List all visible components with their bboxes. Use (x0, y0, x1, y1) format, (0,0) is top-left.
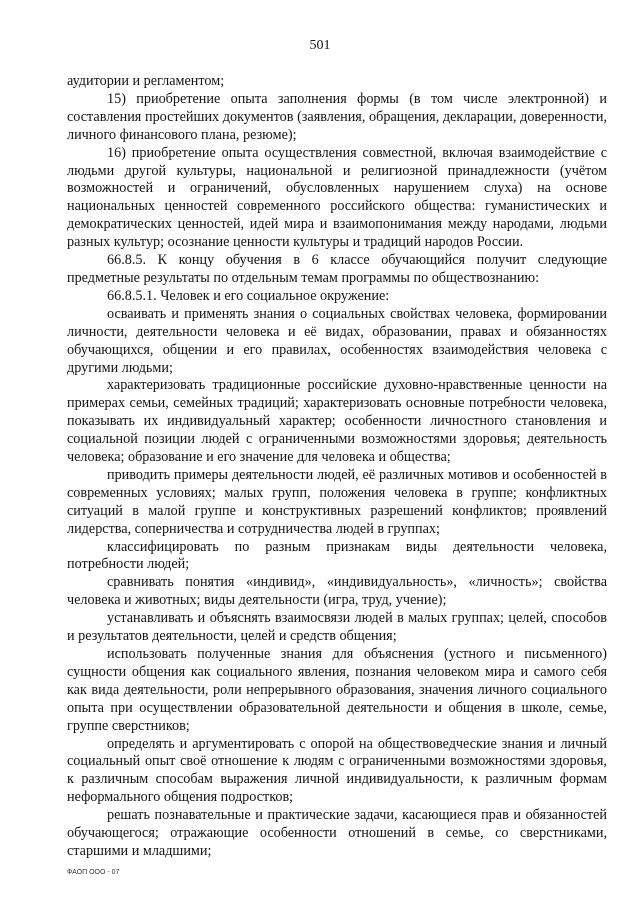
paragraph: 66.8.5. К концу обучения в 6 классе обучающийся получит следующие предметные результаты по отдельным темам программы по обществознанию: (67, 252, 607, 286)
paragraph: аудитории и регламентом; (67, 73, 225, 89)
paragraph: использовать полученные знания для объяснения (устного и письменного) сущности общения как социального явления, познания человеком мира и самого себя как вида деятельности, роли непрерывного образования, значения личного социального опыта при осуществлении образовательной деятельности и общения в школе, семье, группе сверстников; (67, 646, 607, 734)
paragraph: устанавливать и объяснять взаимосвязи людей в малых группах; целей, способов и результатов деятельности, целей и средств общения; (67, 610, 607, 645)
footer-code: ФАОП ООО - 07 (67, 869, 120, 876)
paragraph: классифицировать по разным признакам виды деятельности человека, потребности людей; (67, 538, 607, 573)
paragraph: 16) приобретение опыта осуществления совместной, включая взаимодействие с людьми другой культуры, национальной и религиозной принадлежности (учётом возможностей и ограничений, обусловленных нарушением слуха) на основе национальных ценностей современного российского общества: гуманистических и демократических ценностей, идей мира и взаимопонимания между народами, людьми разных культур; осознание ценности культуры и традиций народов России. (67, 144, 607, 251)
section-heading: 66.8.5.1. Человек и его социальное окружение: (107, 287, 390, 304)
paragraph: характеризовать традиционные российские духовно-нравственные ценности на примерах семьи, семейных традиций; характеризовать основные потребности человека, показывать их индивидуальный характер; особенности личностного становления и социальной позиции людей с ограниченными возможностями здоровья; деятельность человека; образование и его значение для человека и общества; (67, 377, 607, 466)
paragraph: определять и аргументировать с опорой на обществоведческие знания и личный социальный опыт своё отношение к людям с ограниченными возможностями здоровья, к различным способам выражения личной индивидуальности, к различным формам неформального общения подростков; (67, 735, 607, 806)
page-number: 501 (309, 38, 331, 53)
paragraph: решать познавательные и практические задачи, касающиеся прав и обязанностей обучающегося; отражающие особенности отношений в семье, со сверстниками, старшими и младшими; (67, 807, 607, 859)
paragraph: сравнивать понятия «индивид», «индивидуальность», «личность»; свойства человека и животных; виды деятельности (игра, труд, учение); (67, 574, 607, 609)
paragraph: осваивать и применять знания о социальных свойствах человека, формировании личности, деятельности человека и её видах, образовании, правах и обязанностях обучающихся, общении и его правилах, особенностях взаимодействия человека с другими людьми; (67, 305, 607, 376)
paragraph: приводить примеры деятельности людей, её различных мотивов и особенностей в современных условиях; малых групп, положения человека в группе; конфликтных ситуаций в малой группе и конструктивных разрешений конфликтов; проявлений лидерства, соперничества и сотрудничества людей в группах; (67, 466, 607, 537)
body-text (67, 73, 607, 861)
paragraph: 15) приобретение опыта заполнения формы (в том числе электронной) и составления простейших документов (заявления, обращения, декларации, доверенности, личного финансового плана, резюме); (67, 90, 607, 143)
